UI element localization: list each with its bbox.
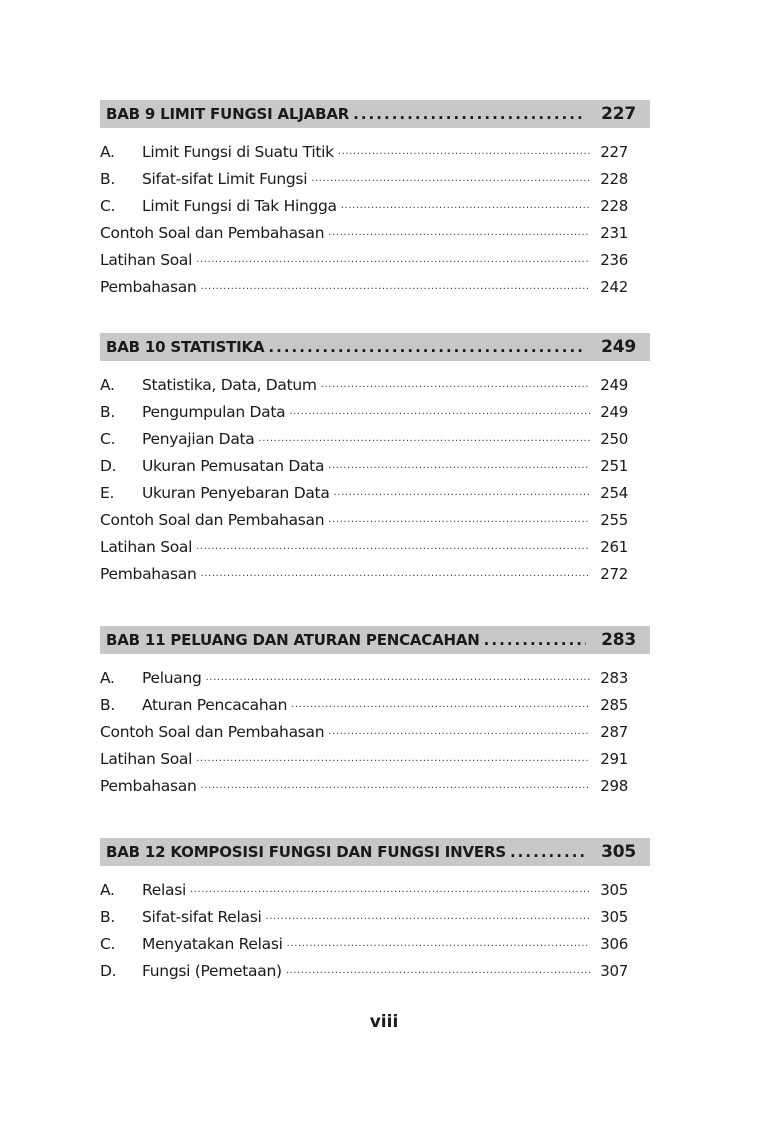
entry-page-number: 283 <box>600 668 628 687</box>
entry-page-number: 305 <box>600 907 628 926</box>
entry-label: Ukuran Penyebaran Data <box>142 483 330 502</box>
entry-page-number: 287 <box>600 722 628 741</box>
entry-label: Penyajian Data <box>142 429 255 448</box>
entry-page-number: 272 <box>600 564 628 583</box>
toc-entry[interactable] <box>100 138 650 165</box>
dot-leader <box>268 338 586 356</box>
dot-leader <box>196 541 590 552</box>
dot-leader <box>289 406 590 417</box>
dot-leader <box>353 105 586 123</box>
toc-entry[interactable] <box>100 772 650 799</box>
entry-letter: A. <box>100 142 115 161</box>
entry-label: Pengumpulan Data <box>142 402 286 421</box>
dot-leader <box>196 753 590 764</box>
entry-page-number: 228 <box>600 169 628 188</box>
toc-entry[interactable] <box>100 371 650 398</box>
entry-page-number: 242 <box>600 277 628 296</box>
chapter-title: BAB 11 PELUANG DAN ATURAN PENCACAHAN <box>106 631 480 649</box>
entry-letter: C. <box>100 934 116 953</box>
entry-label: Sifat-sifat Limit Fungsi <box>142 169 308 188</box>
dot-leader <box>287 938 590 949</box>
toc-entry[interactable] <box>100 903 650 930</box>
entry-letter: B. <box>100 695 115 714</box>
toc-entry[interactable] <box>100 745 650 772</box>
toc-entry[interactable] <box>100 425 650 452</box>
dot-leader <box>286 965 590 976</box>
chapter-header[interactable] <box>100 626 650 654</box>
entry-letter: C. <box>100 429 116 448</box>
dot-leader <box>328 227 590 238</box>
entry-label: Limit Fungsi di Suatu Titik <box>142 142 334 161</box>
dot-leader <box>201 568 591 579</box>
entry-page-number: 251 <box>600 456 628 475</box>
entry-page-number: 249 <box>600 402 628 421</box>
chapter-section <box>100 333 650 587</box>
entry-list <box>100 138 650 300</box>
entry-page-number: 298 <box>600 776 628 795</box>
entry-page-number: 227 <box>600 142 628 161</box>
chapter-header[interactable] <box>100 100 650 128</box>
toc-entry[interactable] <box>100 452 650 479</box>
entry-letter: D. <box>100 961 117 980</box>
entry-label: Menyatakan Relasi <box>142 934 283 953</box>
entry-letter: D. <box>100 456 117 475</box>
chapter-page-number: 283 <box>601 630 636 650</box>
dot-leader <box>196 254 590 265</box>
chapter-section <box>100 626 650 799</box>
entry-letter: C. <box>100 196 116 215</box>
dot-leader <box>328 514 590 525</box>
dot-leader <box>484 631 586 649</box>
entry-label: Relasi <box>142 880 186 899</box>
toc-entry[interactable] <box>100 691 650 718</box>
chapter-title: BAB 12 KOMPOSISI FUNGSI DAN FUNGSI INVERS <box>106 843 506 861</box>
chapter-section <box>100 838 650 984</box>
dot-leader <box>201 780 591 791</box>
toc-entry[interactable] <box>100 930 650 957</box>
entry-letter: A. <box>100 880 115 899</box>
entry-label: Limit Fungsi di Tak Hingga <box>142 196 337 215</box>
toc-entry[interactable] <box>100 398 650 425</box>
entry-label: Contoh Soal dan Pembahasan <box>100 223 325 242</box>
dot-leader <box>341 200 590 211</box>
entry-page-number: 261 <box>600 537 628 556</box>
entry-label: Aturan Pencacahan <box>142 695 288 714</box>
dot-leader <box>206 672 590 683</box>
entry-page-number: 228 <box>600 196 628 215</box>
toc-entry[interactable] <box>100 479 650 506</box>
entry-label: Contoh Soal dan Pembahasan <box>100 510 325 529</box>
entry-page-number: 291 <box>600 749 628 768</box>
dot-leader <box>338 146 590 157</box>
dot-leader <box>321 379 590 390</box>
entry-list <box>100 371 650 587</box>
entry-page-number: 305 <box>600 880 628 899</box>
toc-entry[interactable] <box>100 219 650 246</box>
toc-entry[interactable] <box>100 165 650 192</box>
toc-entry[interactable] <box>100 246 650 273</box>
dot-leader <box>190 884 590 895</box>
entry-label: Fungsi (Pemetaan) <box>142 961 282 980</box>
dot-leader <box>328 460 590 471</box>
entry-label: Statistika, Data, Datum <box>142 375 317 394</box>
entry-page-number: 231 <box>600 223 628 242</box>
chapter-title: BAB 10 STATISTIKA <box>106 338 265 356</box>
chapter-page-number: 305 <box>601 842 636 862</box>
entry-label: Latihan Soal <box>100 749 193 768</box>
dot-leader <box>291 699 590 710</box>
chapter-header[interactable] <box>100 838 650 866</box>
entry-letter: E. <box>100 483 115 502</box>
entry-letter: B. <box>100 907 115 926</box>
toc-entry[interactable] <box>100 664 650 691</box>
entry-page-number: 250 <box>600 429 628 448</box>
entry-page-number: 236 <box>600 250 628 269</box>
entry-label: Pembahasan <box>100 277 197 296</box>
entry-page-number: 307 <box>600 961 628 980</box>
chapter-title: BAB 9 LIMIT FUNGSI ALJABAR <box>106 105 350 123</box>
entry-letter: A. <box>100 668 115 687</box>
chapter-page-number: 249 <box>601 337 636 357</box>
entry-label: Latihan Soal <box>100 250 193 269</box>
entry-page-number: 306 <box>600 934 628 953</box>
entry-letter: A. <box>100 375 115 394</box>
entry-page-number: 249 <box>600 375 628 394</box>
toc-entry[interactable] <box>100 506 650 533</box>
entry-label: Latihan Soal <box>100 537 193 556</box>
entry-list <box>100 664 650 799</box>
entry-label: Ukuran Pemusatan Data <box>142 456 325 475</box>
page-number-footer: viii <box>369 1012 399 1032</box>
dot-leader <box>311 173 590 184</box>
entry-page-number: 285 <box>600 695 628 714</box>
entry-page-number: 254 <box>600 483 628 502</box>
dot-leader <box>201 281 591 292</box>
dot-leader <box>510 843 586 861</box>
entry-label: Pembahasan <box>100 564 197 583</box>
entry-label: Contoh Soal dan Pembahasan <box>100 722 325 741</box>
dot-leader <box>334 487 590 498</box>
dot-leader <box>259 433 591 444</box>
entry-label: Peluang <box>142 668 202 687</box>
toc-entry[interactable] <box>100 192 650 219</box>
entry-label: Pembahasan <box>100 776 197 795</box>
dot-leader <box>328 726 590 737</box>
entry-label: Sifat-sifat Relasi <box>142 907 262 926</box>
entry-list <box>100 876 650 984</box>
toc-entry[interactable] <box>100 957 650 984</box>
chapter-page-number: 227 <box>601 104 636 124</box>
toc-entry[interactable] <box>100 560 650 587</box>
toc-entry[interactable] <box>100 876 650 903</box>
chapter-section <box>100 100 650 300</box>
entry-letter: B. <box>100 169 115 188</box>
toc-entry[interactable] <box>100 533 650 560</box>
entry-letter: B. <box>100 402 115 421</box>
toc-entry[interactable] <box>100 718 650 745</box>
toc-entry[interactable] <box>100 273 650 300</box>
dot-leader <box>266 911 590 922</box>
chapter-header[interactable] <box>100 333 650 361</box>
entry-page-number: 255 <box>600 510 628 529</box>
